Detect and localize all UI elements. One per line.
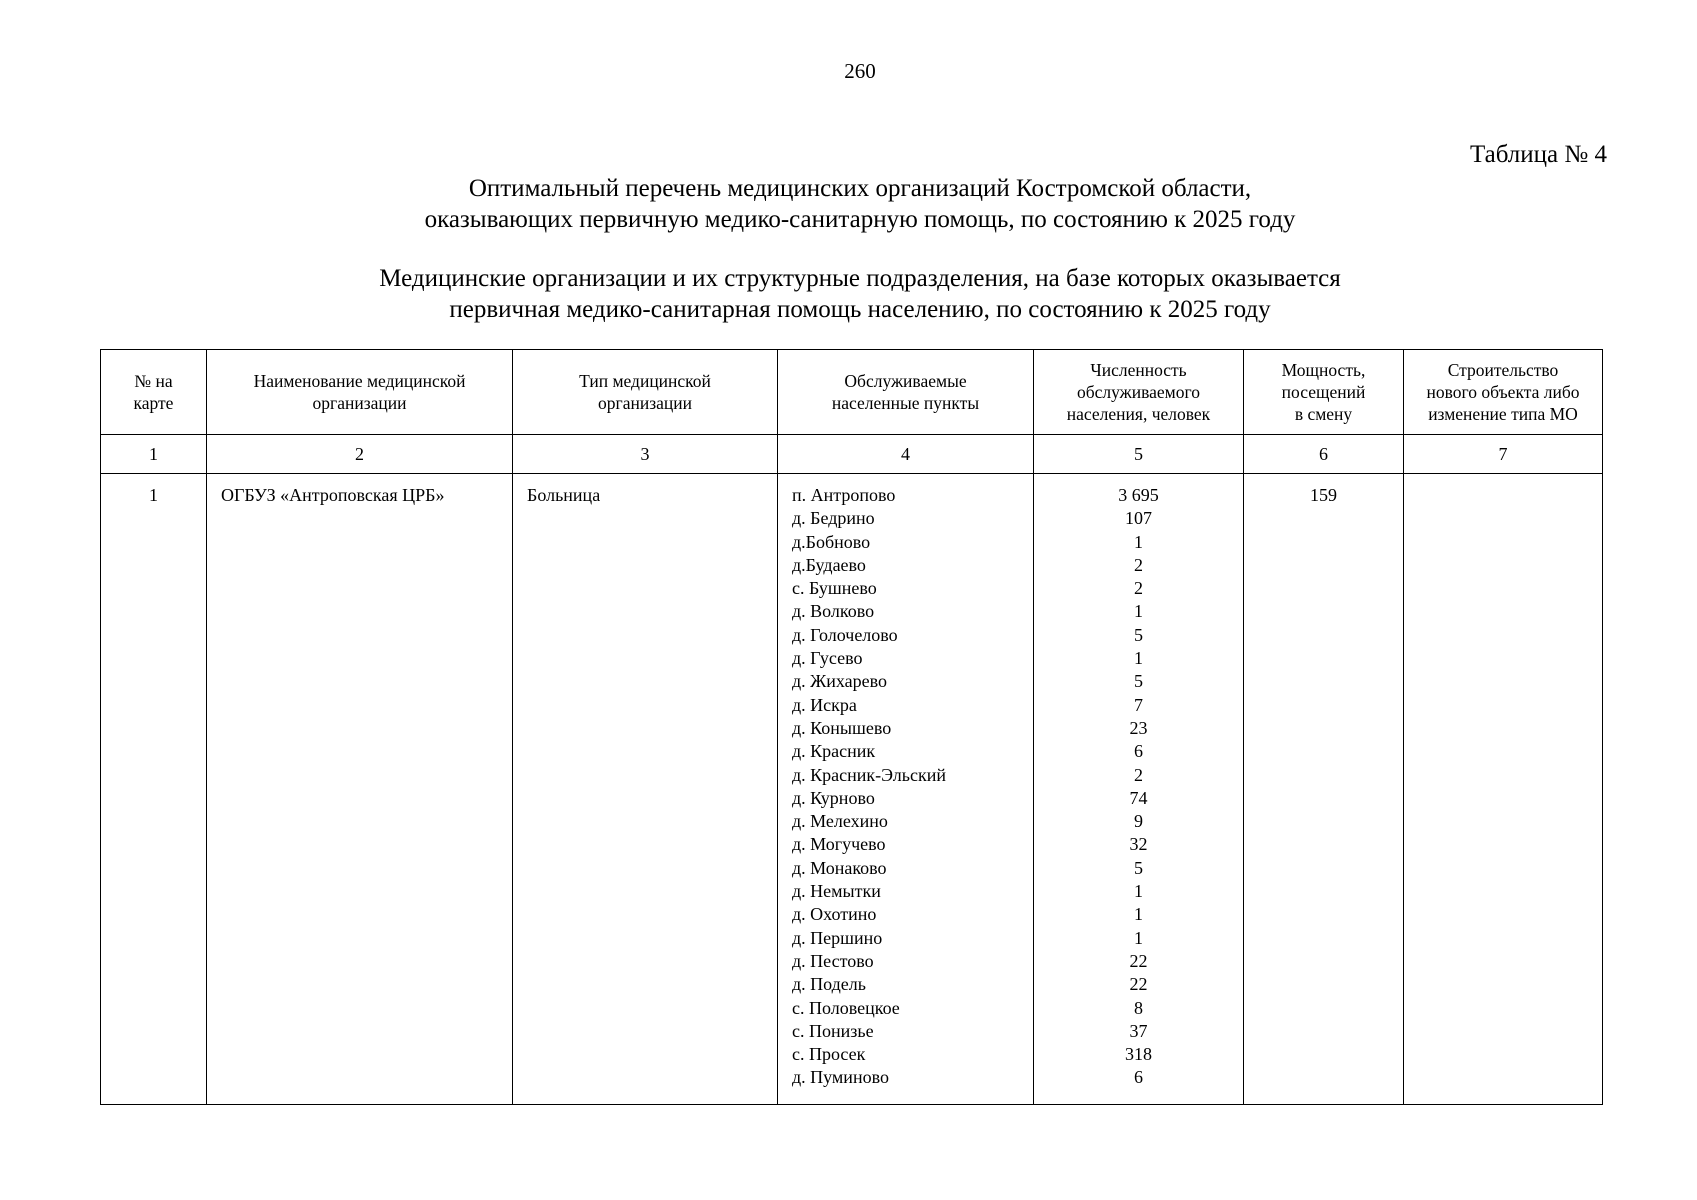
settlement-item: д. Искра [792, 694, 857, 715]
column-number: 2 [207, 435, 513, 474]
header-text-line: населенные пункты [831, 393, 980, 413]
population-value: 9 [1134, 811, 1143, 832]
map-number-cell: 1 [101, 474, 207, 1105]
population-value: 1 [1134, 601, 1143, 622]
population-value: 6 [1134, 741, 1143, 762]
settlement-item: д. Гусево [792, 648, 863, 669]
population-value: 74 [1129, 787, 1148, 808]
column-header-org-type [513, 350, 778, 435]
settlement-item: д.Будаево [792, 554, 866, 575]
page-number: 260 [844, 59, 876, 83]
settlement-item: д. Бедрино [792, 508, 875, 529]
population-value: 1 [1134, 904, 1143, 925]
column-header-capacity [1244, 350, 1404, 435]
header-text-line: Тип медицинской [579, 371, 711, 391]
population-value: 3 695 [1118, 485, 1159, 505]
settlement-item: д. Охотино [792, 904, 877, 925]
header-text-line: № на [134, 371, 173, 391]
settlement-item: д. Немытки [792, 881, 881, 902]
population-value: 5 [1134, 624, 1143, 645]
header-text-line: карте [133, 393, 174, 413]
document-subtitle [0, 263, 1697, 325]
population-value: 5 [1134, 857, 1143, 878]
organizations-table [100, 349, 1603, 1105]
header-text-line: нового объекта либо [1426, 382, 1580, 402]
settlement-item: д. Монаково [792, 857, 887, 878]
settlement-item: д. Курново [792, 787, 875, 808]
settlement-item: с. Просек [792, 1044, 866, 1065]
header-text-line: обслуживаемого [1076, 382, 1200, 402]
header-text-line: посещений [1281, 382, 1366, 402]
population-value: 23 [1129, 717, 1148, 738]
population-value: 37 [1129, 1020, 1148, 1041]
population-value: 2 [1134, 578, 1143, 599]
settlement-item: д. Мелехино [792, 811, 888, 832]
column-number: 4 [778, 435, 1034, 474]
construction-cell [1404, 474, 1603, 1105]
population-value: 6 [1134, 1067, 1143, 1088]
population-value: 8 [1134, 997, 1143, 1018]
population-value: 1 [1134, 881, 1143, 902]
table-header-row [101, 350, 1603, 435]
header-text-line: в смену [1294, 404, 1353, 424]
header-text-line: населения, человек [1066, 404, 1211, 424]
population-value: 2 [1134, 554, 1143, 575]
document-title [0, 173, 1697, 235]
column-header-construction [1404, 350, 1603, 435]
org-type-cell: Больница [513, 474, 778, 1105]
settlement-item: д. Подель [792, 974, 866, 995]
population-value: 318 [1125, 1044, 1152, 1065]
settlement-item: д. Конышево [792, 717, 892, 738]
header-text-line: изменение типа МО [1428, 404, 1578, 424]
capacity-cell: 159 [1244, 474, 1404, 1105]
document-subtitle-line: Медицинские организации и их структурные подразделения, на базе которых оказывается [379, 265, 1341, 292]
document-title-line: Оптимальный перечень медицинских организаций Костромской области, [468, 175, 1252, 202]
table-label: Таблица № 4 [1469, 141, 1607, 168]
population-value: 7 [1134, 694, 1143, 715]
settlement-item: с. Половецкое [792, 997, 900, 1018]
settlement-item: д. Красник-Эльский [792, 764, 946, 785]
population-value: 22 [1129, 974, 1148, 995]
organization-name-cell: ОГБУЗ «Антроповская ЦРБ» [207, 474, 513, 1105]
population-value: 1 [1134, 531, 1143, 552]
population-value: 22 [1129, 950, 1148, 971]
column-header-settlements [778, 350, 1034, 435]
settlement-item: д. Голочелово [792, 624, 898, 645]
header-text-line: Строительство [1447, 360, 1559, 380]
settlement-item: д. Волково [792, 601, 875, 622]
column-number: 7 [1404, 435, 1603, 474]
settlement-item: д. Могучево [792, 834, 886, 855]
header-text-line: организации [598, 393, 692, 413]
column-header-map-number [101, 350, 207, 435]
settlement-item: д. Пуминово [792, 1067, 889, 1088]
settlement-item: д. Першино [792, 927, 883, 948]
header-text-line: Обслуживаемые [844, 371, 967, 391]
settlement-item: п. Антропово [792, 485, 896, 505]
settlement-item: с. Бушнево [792, 578, 877, 599]
settlement-item: д. Пестово [792, 950, 874, 971]
population-value: 32 [1129, 834, 1148, 855]
column-header-population [1034, 350, 1244, 435]
population-cell [1034, 474, 1244, 1105]
population-value: 1 [1134, 927, 1143, 948]
column-number: 5 [1034, 435, 1244, 474]
document-subtitle-line: первичная медико-санитарная помощь населению, по состоянию к 2025 году [449, 296, 1271, 323]
header-text-line: Мощность, [1281, 360, 1366, 380]
population-value: 2 [1134, 764, 1143, 785]
settlement-item: с. Понизье [792, 1020, 874, 1041]
column-header-organization [207, 350, 513, 435]
settlement-item: д. Красник [792, 741, 876, 762]
column-number: 3 [513, 435, 778, 474]
population-value: 107 [1125, 508, 1152, 529]
header-text-line: Численность [1090, 360, 1187, 380]
population-value: 5 [1134, 671, 1143, 692]
column-number: 6 [1244, 435, 1404, 474]
header-text-line: организации [312, 393, 407, 413]
document-title-line: оказывающих первичную медико-санитарную помощь, по состоянию к 2025 году [424, 206, 1296, 233]
settlement-item: д. Жихарево [792, 671, 888, 692]
header-text-line: Наименование медицинской [253, 371, 466, 391]
column-number-row [101, 435, 1603, 474]
settlements-cell [778, 474, 1034, 1105]
column-number: 1 [101, 435, 207, 474]
table-row [101, 474, 1603, 1105]
settlement-item: д.Бобново [792, 531, 871, 552]
population-value: 1 [1134, 648, 1143, 669]
